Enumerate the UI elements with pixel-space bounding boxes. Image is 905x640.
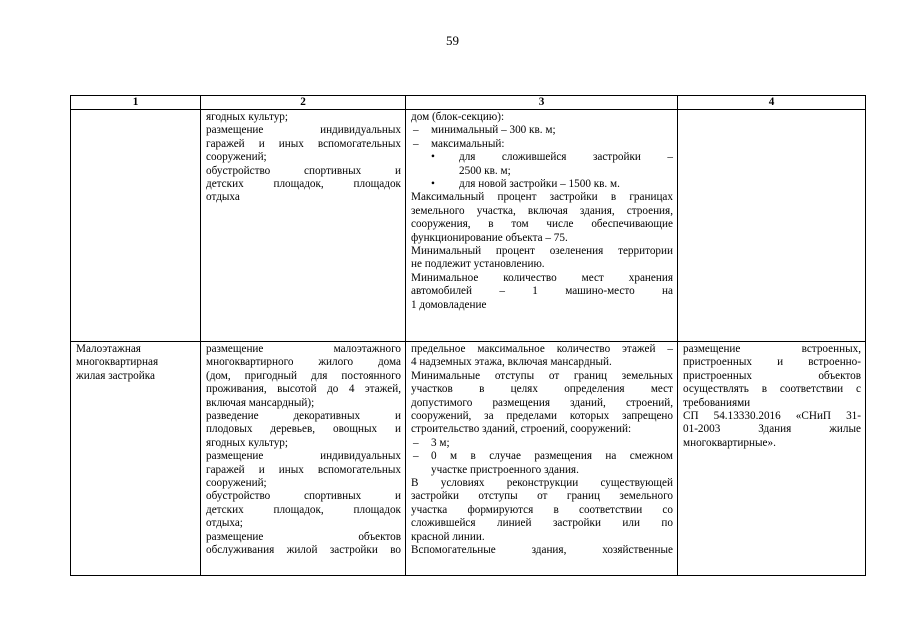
row2-use-name: Малоэтажная многоквартирная жилая застройка (71, 342, 201, 576)
row2-parameters: предельное максимальное количество этажей – 4 надземных этажа, включая мансардный. Минимальные отступы от границ земельных участков в целях определения мест допустимого размещения зданий, строений, сооружений, за пределами которых запрещено строительство зданий, строений, сооружений: – 3 м; – 0 м в случае размещения на смежном участке пристроенного здания. В условиях реконструкции существующей застройки отступы от границ земельного участка формируются в соответствии со сложившейся линией застройки или по красной линии. Вспомогательные здания, хозяйственные (406, 342, 678, 576)
header-col-4: 4 (678, 96, 866, 110)
row2-notes: размещение встроенных, пристроенных и встроенно- пристроенных объектов осуществлять в соответствии с требованиями СП 54.13330.2016 «СНиП 31- 01-2003 Здания жилые многоквартирные». (678, 342, 866, 576)
header-col-3: 3 (406, 96, 678, 110)
page-number: 59 (446, 33, 459, 48)
dash-list-item: – 0 м в случае размещения на смежном участке пристроенного здания. (413, 450, 673, 476)
bullet-list-item: • для новой застройки – 1500 кв. м. (431, 178, 620, 191)
row1-use-description: ягодных культур; размещение индивидуальных гаражей и иных вспомогательных сооружений; обустройство спортивных и детских площадок, площадок отдыха (201, 110, 406, 342)
row1-notes (678, 110, 866, 342)
regulations-table (70, 95, 866, 576)
header-col-2: 2 (201, 96, 406, 110)
header-row (71, 96, 866, 110)
table-row (71, 342, 866, 576)
row1-use-name (71, 110, 201, 342)
row2-use-description: размещение малоэтажного многоквартирного жилого дома (дом, пригодный для постоянного проживания, высотой до 4 этажей, включая мансардный); разведение декоративных и плодовых деревьев, овощных и ягодных культур; размещение индивидуальных гаражей и иных вспомогательных сооружений; обустройство спортивных и детских площадок, площадок отдыха; размещение объектов обслуживания жилой застройки во (201, 342, 406, 576)
bullet-list-item: • для сложившейся застройки – 2500 кв. м; (431, 151, 673, 177)
header-col-1: 1 (71, 96, 201, 110)
row1-parameters: дом (блок-секцию): – минимальный – 300 кв. м; – максимальный: • для сложившейся застройки – 2500 кв. м; • для новой застройки – 1500 кв. м. Максимальный процент застройки в границах земельного участка, включая здания, строения, сооружения, в том числе обеспечивающие функционирование объекта – 75. Минимальный процент озеленения территории не подлежит установлению. Минимальное количество мест хранения автомобилей – 1 машино-место на 1 домовладение (406, 110, 678, 342)
dash-list-item: – максимальный: (413, 137, 505, 150)
dash-list-item: – 3 м; (413, 436, 450, 449)
table-row (71, 110, 866, 342)
dash-list-item: – минимальный – 300 кв. м; (413, 124, 556, 137)
